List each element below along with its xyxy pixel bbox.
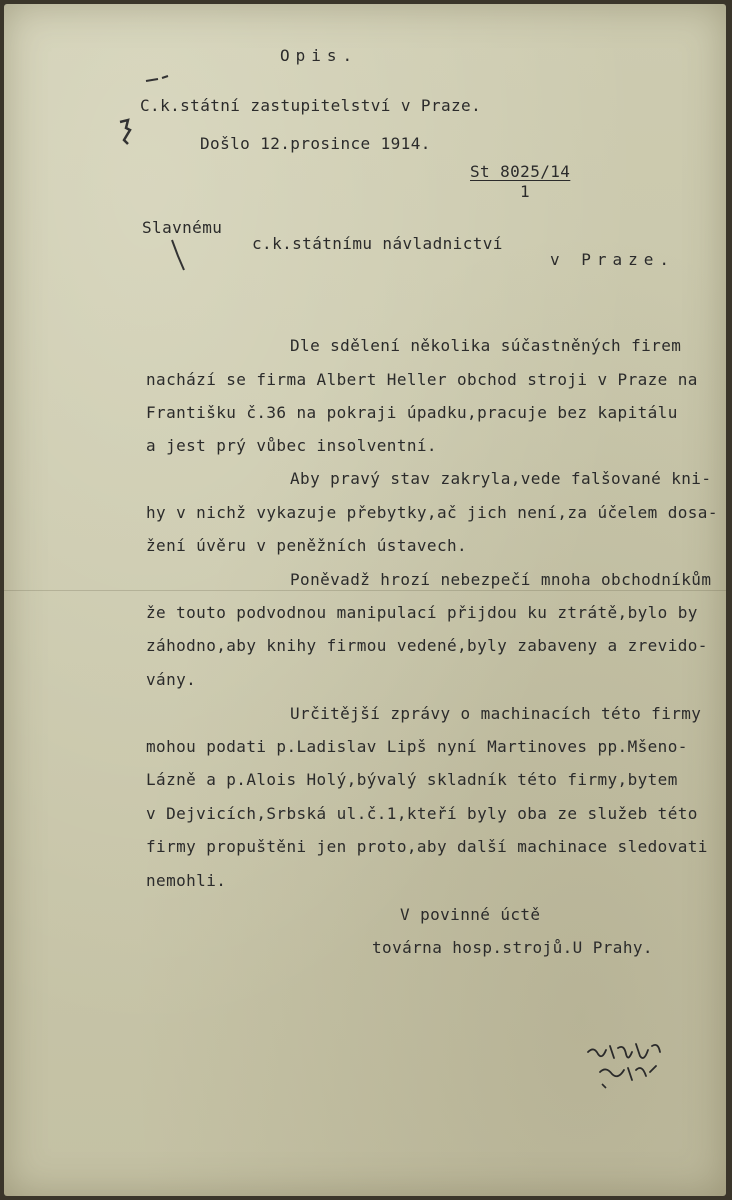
document-heading: Opis.: [280, 46, 359, 65]
signatory: továrna hosp.strojů.U Prahy.: [372, 938, 653, 957]
pencil-mark: [168, 238, 188, 274]
body-line: nemohli.: [146, 871, 227, 890]
closing: V povinné úctě: [400, 905, 541, 924]
received-date: Došlo 12.prosince 1914.: [200, 134, 431, 153]
reference-number: St 8025/14: [470, 162, 571, 181]
body-line: žení úvěru v peněžních ústavech.: [146, 536, 468, 555]
body-line: Františku č.36 na pokraji úpadku,pracuje bez kapitálu: [146, 403, 678, 422]
body-line: Určitější zprávy o machinacích této firmy: [290, 704, 702, 723]
body-line: záhodno,aby knihy firmou vedené,byly zabaveny a zrevido-: [146, 636, 708, 655]
sender-office: C.k.státní zastupitelství v Praze.: [140, 96, 482, 115]
body-line: Lázně a p.Alois Holý,bývalý skladník této firmy,bytem: [146, 770, 678, 789]
body-line: hy v nichž vykazuje přebytky,ač jich není,za účelem dosa-: [146, 503, 718, 522]
recipient-city: v Praze.: [550, 250, 676, 269]
recipient: c.k.státnímu návladnictví: [252, 234, 503, 253]
document-page: [4, 4, 726, 1196]
body-line: nachází se firma Albert Heller obchod stroji v Praze na: [146, 370, 698, 389]
paper-fold: [4, 590, 726, 591]
body-line: v Dejvicích,Srbská ul.č.1,kteří byly oba ze služeb této: [146, 804, 698, 823]
margin-mark: [116, 118, 134, 148]
handwritten-signature: [584, 1036, 674, 1100]
reference-sub: 1: [520, 182, 531, 201]
body-line: Aby pravý stav zakryla,vede falšované kni-: [290, 469, 712, 488]
body-line: Poněvadž hrozí nebezpečí mnoha obchodníkům: [290, 570, 712, 589]
salutation: Slavnému: [142, 218, 223, 237]
body-line: mohou podati p.Ladislav Lipš nyní Martinoves pp.Mšeno-: [146, 737, 688, 756]
body-line: že touto podvodnou manipulací přijdou ku ztrátě,bylo by: [146, 603, 698, 622]
body-line: vány.: [146, 670, 197, 689]
body-line: firmy propuštěni jen proto,aby další machinace sledovati: [146, 837, 708, 856]
stamp-mark: [144, 70, 174, 80]
body-line: a jest prý vůbec insolventní.: [146, 436, 437, 455]
body-line: Dle sdělení několika súčastněných firem: [290, 336, 682, 355]
